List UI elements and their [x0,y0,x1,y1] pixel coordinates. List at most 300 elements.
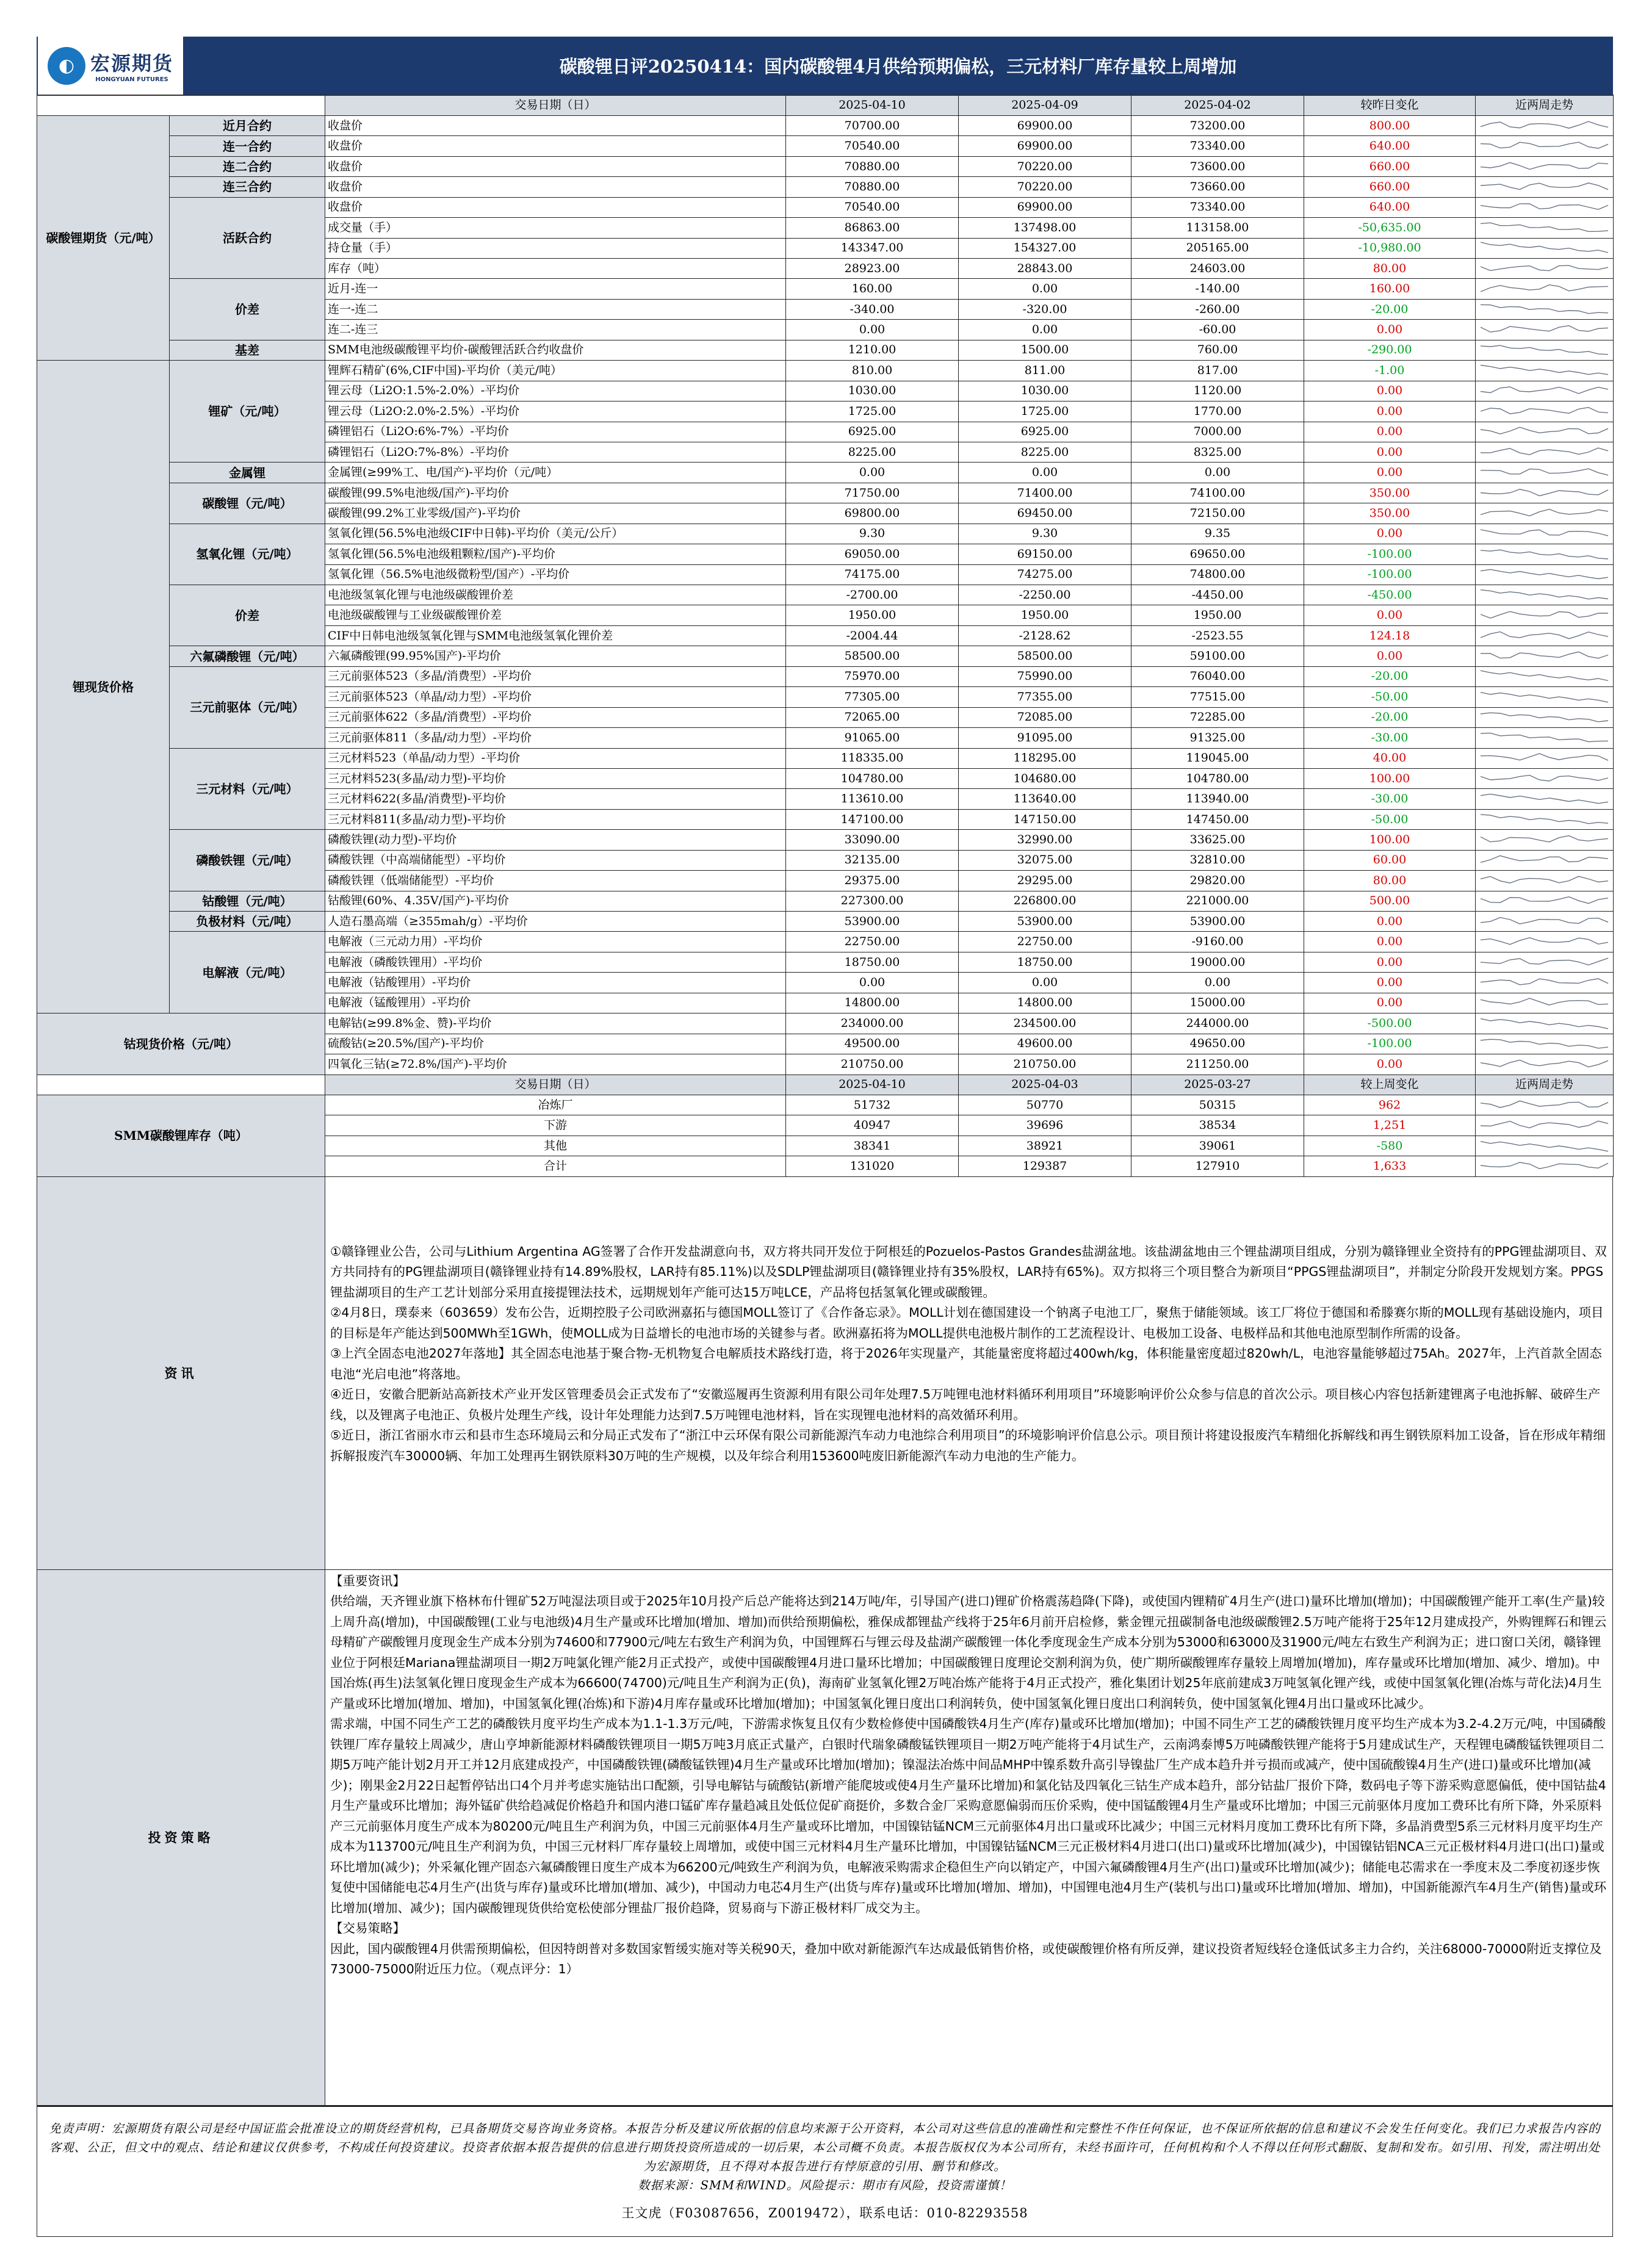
spot-value-v2: 72085.00 [959,707,1131,727]
spot-change: 0.00 [1304,463,1476,483]
spot-value-v2: 118295.00 [959,748,1131,768]
futures-value-v2: 154327.00 [959,238,1131,258]
inventory-change: 1,251 [1304,1115,1476,1136]
spot-value-v3: 1770.00 [1131,401,1304,422]
spot-value-v3: 119045.00 [1131,748,1304,768]
spot-trend [1476,463,1614,483]
spot-value-v2: 1725.00 [959,401,1131,422]
spot-category: 锂现货价格 [37,361,170,1013]
spot-indicator: 磷酸铁锂(动力型)-平均价 [325,830,786,850]
spot-indicator: 电池级氢氧化锂与电池级碳酸锂价差 [325,585,786,605]
spot-change: 0.00 [1304,524,1476,544]
spot-subcategory: 锂矿（元/吨） [170,361,325,463]
trend-sparkline [1476,198,1613,217]
trend-sparkline [1476,117,1613,135]
cobalt-trend [1476,1054,1614,1075]
spot-change: 80.00 [1304,871,1476,891]
spot-change: 0.00 [1304,401,1476,422]
table-header-row-inventory [37,1075,1614,1095]
futures-trend [1476,299,1614,319]
trend-sparkline [1476,708,1613,727]
spot-change: 0.00 [1304,422,1476,442]
spot-change: 0.00 [1304,381,1476,401]
spot-indicator: 六氟磷酸锂(99.95%国产)-平均价 [325,646,786,666]
spot-value-v1: 75970.00 [786,666,959,686]
futures-change: 160.00 [1304,279,1476,299]
futures-value-v3: 760.00 [1131,340,1304,360]
trend-sparkline [1476,667,1613,686]
trend-sparkline [1476,1034,1613,1053]
spot-change: -30.00 [1304,789,1476,809]
spot-value-v1: 22750.00 [786,932,959,952]
futures-value-v1: 0.00 [786,320,959,340]
trend-sparkline [1476,443,1613,462]
futures-value-v1: 70880.00 [786,177,959,197]
spot-value-v2: -2250.00 [959,585,1131,605]
spot-value-v3: 72285.00 [1131,707,1304,727]
spot-value-v1: 29375.00 [786,871,959,891]
spot-change: 0.00 [1304,442,1476,462]
inventory-indicator: 其他 [325,1136,786,1156]
spot-value-v2: 811.00 [959,361,1131,381]
trend-sparkline [1476,1014,1613,1033]
header-blank [37,1075,325,1095]
spot-trend [1476,973,1614,993]
futures-change: -290.00 [1304,340,1476,360]
spot-row [37,830,1614,850]
spot-value-v3: 72150.00 [1131,503,1304,524]
header-d2: 2025-04-09 [959,95,1131,115]
futures-indicator: 库存（吨） [325,259,786,279]
trend-sparkline [1476,157,1613,176]
spot-value-v1: 8225.00 [786,442,959,462]
spot-value-v3: 8325.00 [1131,442,1304,462]
futures-value-v1: 1210.00 [786,340,959,360]
header-trend: 近两周走势 [1476,95,1614,115]
spot-value-v2: 75990.00 [959,666,1131,686]
inventory-trend [1476,1156,1614,1176]
futures-trend [1476,115,1614,135]
inventory-value-v1: 51732 [786,1095,959,1115]
spot-value-v1: 32135.00 [786,850,959,870]
news-label: 资讯 [37,1177,325,1569]
futures-value-v1: 70540.00 [786,197,959,217]
trend-sparkline [1476,259,1613,278]
logo-text-en: HONGYUAN FUTURES [95,76,168,83]
spot-value-v3: 69650.00 [1131,544,1304,564]
spot-change: -30.00 [1304,728,1476,748]
futures-row [37,197,1614,217]
spot-value-v3: 32810.00 [1131,850,1304,870]
trend-sparkline [1476,932,1613,951]
spot-value-v3: 221000.00 [1131,891,1304,911]
inventory-trend [1476,1136,1614,1156]
futures-value-v2: 69900.00 [959,115,1131,135]
futures-subcategory: 价差 [170,279,325,340]
spot-row [37,912,1614,932]
spot-change: 60.00 [1304,850,1476,870]
cobalt-indicator: 四氧化三钴(≥72.8%/国产)-平均价 [325,1054,786,1075]
inventory-value-v1: 38341 [786,1136,959,1156]
trend-sparkline [1476,361,1613,380]
futures-indicator: 连一-连二 [325,299,786,319]
news-item: ④近日，安徽合肥新站高新技术产业开发区管理委员会正式发布了“安徽巡履再生资源利用有限公司年处理7.5万吨锂电池材料循环利用项目”环境影响评价公众参与信息的首次公示。项目核心内容包括新建锂离子电池拆解、破碎生产线，以及锂离子电池正、负极片处理生产线，设计年处理能力达到7.5万吨锂电池材料，旨在实现锂电池材料的高效循环利用。 [330,1387,1601,1422]
trend-sparkline [1476,810,1613,829]
spot-trend [1476,544,1614,564]
header-d2: 2025-04-03 [959,1075,1131,1095]
cobalt-indicator: 硫酸钴(≥20.5%/国产)-平均价 [325,1034,786,1054]
cobalt-category: 钴现货价格（元/吨） [37,1013,325,1075]
spot-row [37,748,1614,768]
spot-subcategory: 六氟磷酸锂（元/吨） [170,646,325,666]
header-chg: 较上周变化 [1304,1075,1476,1095]
futures-value-v3: 113158.00 [1131,218,1304,238]
futures-change: -50,635.00 [1304,218,1476,238]
spot-indicator: 电池级碳酸锂与工业级碳酸锂价差 [325,605,786,625]
spot-value-v3: 817.00 [1131,361,1304,381]
trend-sparkline [1476,218,1613,237]
spot-value-v1: 1950.00 [786,605,959,625]
cobalt-value-v3: 211250.00 [1131,1054,1304,1075]
spot-indicator: 锂辉石精矿(6%,CIF中国)-平均价（美元/吨） [325,361,786,381]
spot-trend [1476,666,1614,686]
news-body [325,1177,1612,1569]
spot-indicator: 人造石墨高端（≥355mah/g）-平均价 [325,912,786,932]
inventory-change: 1,633 [1304,1156,1476,1176]
spot-value-v3: 113940.00 [1131,789,1304,809]
spot-trend [1476,361,1614,381]
inventory-value-v1: 40947 [786,1115,959,1136]
spot-value-v2: 113640.00 [959,789,1131,809]
futures-trend [1476,340,1614,360]
spot-change: 0.00 [1304,993,1476,1013]
spot-value-v2: 69150.00 [959,544,1131,564]
trend-sparkline [1476,749,1613,768]
spot-change: 500.00 [1304,891,1476,911]
futures-indicator: 收盘价 [325,115,786,135]
inventory-value-v3: 50315 [1131,1095,1304,1115]
spot-row [37,891,1614,911]
trend-sparkline [1476,484,1613,503]
trend-sparkline [1476,300,1613,319]
spot-value-v1: 69800.00 [786,503,959,524]
spot-value-v3: 59100.00 [1131,646,1304,666]
spot-trend [1476,401,1614,422]
spot-value-v1: 6925.00 [786,422,959,442]
cobalt-value-v3: 244000.00 [1131,1013,1304,1034]
trend-sparkline [1476,973,1613,992]
spot-value-v3: 1950.00 [1131,605,1304,625]
futures-row [37,115,1614,135]
futures-change: 0.00 [1304,320,1476,340]
trend-sparkline [1476,178,1613,196]
futures-trend [1476,259,1614,279]
price-table [37,95,1614,1177]
spot-value-v2: 8225.00 [959,442,1131,462]
strategy-demand-text: 需求端，中国不同生产工艺的磷酸铁月度平均生产成本为1.1-1.3万元/吨，下游需求恢复且仅有少数检修使中国磷酸铁4月生产(库存)量或环比增加(增加)；中国不同生产工艺的磷酸铁锂月度平均生产成本为3.2-4.2万元/吨，中国磷酸铁锂厂库存量较上周减少，唐山亨坤新能源材料磷酸铁锂项目一期5万吨3月底正式量产，白银时代瑞象磷酸锰铁锂项目一期2万吨产能将于4月试生产，云南鸿泰博5万吨磷酸铁锂产能将于5月建成试生产，天程锂电磷酸锰铁锂项目二期5万吨产能计划2月开工并12月底建成投产，中国磷酸铁锂(磷酸锰铁锂)4月生产量或环比增加(增加)；镍湿法冶炼中间品MHP中镍系数升高引导镍盐厂生产成本趋升并亏损而或减产，使中国硫酸镍4月生产(进口)量或环比增加(减少)；刚果金2月22日起暂停钴出口4个月并考虑实施钴出口配额，引导电解钴与硫酸钴(新增产能爬坡或使4月生产量环比增加)和氯化钴及四氧化三钴生产成本趋升，部分钴盐厂报价下降，数码电子等下游采购意愿偏低，使中国钴盐4月生产量或环比增加；海外锰矿供给趋减促价格趋升和国内港口锰矿库存量趋减且处低位促矿商挺价，多数合金厂采购意愿偏弱而压价采购，使中国锰酸锂4月生产量或环比增加；中国三元前驱体月度加工费环比有所下降，外采原料产三元前驱体月度生产成本为80200元/吨且生产利润为负，中国三元前驱体4月生产量或环比增加，中国镍钴锰NCM三元前驱体4月出口量或环比减少；中国三元材料月度加工费环比有所下降，多晶消费型5系三元材料月度平均生产成本为113700元/吨且生产利润为负，中国三元材料厂库存量较上周增加，或使中国三元材料4月生产量环比增加，中国镍钴锰NCM三元正极材料4月进口(出口)量或环比增加(减少)，中国镍钴铝NCA三元正极材料4月进口(出口)量或环比增加(减少)；外采氟化锂产固态六氟磷酸锂日度生产成本为66200元/吨致生产利润为负，电解液采购需求企稳但生产向以销定产，中国六氟磷酸锂4月生产(出口)量或环比增加(减少)；储能电芯需求在一季度末及二季度初逐步恢复使中国储能电芯4月生产(出货与库存)量或环比增加(增加、减少)，中国动力电芯4月生产(出货与库存)量或环比增加(增加、增加)，中国锂电池4月生产(装机与出口)量或环比增加(增加、增加)，中国新能源汽车4月生产(销售)量或环比增加(增加、减少)；国内碳酸锂现货供给宽松使部分锂盐厂报价趋降，贸易商与下游正极材料厂成交为主。 [330,1716,1607,1915]
spot-value-v2: 0.00 [959,463,1131,483]
spot-change: 0.00 [1304,912,1476,932]
inventory-value-v3: 127910 [1131,1156,1304,1176]
spot-row [37,361,1614,381]
inventory-value-v3: 38534 [1131,1115,1304,1136]
inventory-change: -580 [1304,1136,1476,1156]
spot-indicator: 三元材料523（单晶/动力型）-平均价 [325,748,786,768]
futures-indicator: 近月-连一 [325,279,786,299]
spot-value-v3: 9.35 [1131,524,1304,544]
cobalt-value-v1: 49500.00 [786,1034,959,1054]
trend-sparkline [1476,524,1613,543]
spot-value-v1: 71750.00 [786,483,959,503]
spot-value-v2: 104680.00 [959,768,1131,788]
spot-value-v2: 77355.00 [959,687,1131,707]
spot-change: -50.00 [1304,687,1476,707]
spot-subcategory: 电解液（元/吨） [170,932,325,1013]
futures-value-v1: -340.00 [786,299,959,319]
spot-value-v1: 53900.00 [786,912,959,932]
spot-indicator: 电解液（磷酸铁锂用）-平均价 [325,952,786,972]
spot-change: 124.18 [1304,625,1476,646]
header-chg: 较昨日变化 [1304,95,1476,115]
inventory-value-v2: 50770 [959,1095,1131,1115]
inventory-value-v2: 39696 [959,1115,1131,1136]
cobalt-indicator: 电解钴(≥99.8%金、赞)-平均价 [325,1013,786,1034]
spot-subcategory: 三元材料（元/吨） [170,748,325,830]
spot-trend [1476,871,1614,891]
spot-indicator: 磷酸铁锂（低端储能型）-平均价 [325,871,786,891]
spot-row [37,932,1614,952]
trend-sparkline [1476,1157,1613,1176]
spot-trend [1476,748,1614,768]
spot-value-v2: 29295.00 [959,871,1131,891]
spot-value-v3: 1120.00 [1131,381,1304,401]
futures-value-v2: 69900.00 [959,136,1131,156]
spot-value-v3: 19000.00 [1131,952,1304,972]
futures-indicator: 连二-连三 [325,320,786,340]
futures-subcategory: 连一合约 [170,136,325,156]
trend-sparkline [1476,279,1613,298]
spot-indicator: 电解液（钴酸锂用）-平均价 [325,973,786,993]
spot-value-v1: 91065.00 [786,728,959,748]
futures-value-v3: -140.00 [1131,279,1304,299]
spot-change: -450.00 [1304,585,1476,605]
strategy-label: 投资策略 [37,1570,325,2105]
spot-indicator: 氢氧化锂（56.5%电池级微粉型/国产）-平均价 [325,564,786,585]
futures-value-v2: 70220.00 [959,156,1131,176]
trend-sparkline [1476,627,1613,646]
trend-sparkline [1476,729,1613,747]
spot-value-v3: 147450.00 [1131,809,1304,829]
spot-trend [1476,564,1614,585]
trend-sparkline [1476,422,1613,441]
spot-subcategory: 负极材料（元/吨） [170,912,325,932]
spot-trend [1476,687,1614,707]
spot-trend [1476,768,1614,788]
data-source-text: 数据来源：SMM和WIND。风险提示：期市有风险，投资需谨慎！ [638,2178,1012,2192]
spot-value-v1: -2004.44 [786,625,959,646]
cobalt-trend [1476,1013,1614,1034]
header-d1: 2025-04-10 [786,1075,959,1095]
spot-value-v3: 7000.00 [1131,422,1304,442]
futures-row [37,279,1614,299]
spot-row [37,463,1614,483]
futures-trend [1476,156,1614,176]
futures-value-v1: 86863.00 [786,218,959,238]
trend-sparkline [1476,871,1613,890]
spot-subcategory: 钴酸锂（元/吨） [170,891,325,911]
spot-value-v2: 22750.00 [959,932,1131,952]
cobalt-change: 0.00 [1304,1054,1476,1075]
futures-value-v1: 70880.00 [786,156,959,176]
futures-trend [1476,320,1614,340]
trend-sparkline [1476,830,1613,849]
header-d1: 2025-04-10 [786,95,959,115]
futures-row [37,136,1614,156]
spot-trend [1476,850,1614,870]
spot-subcategory: 金属锂 [170,463,325,483]
trend-sparkline [1476,504,1613,523]
spot-trend [1476,809,1614,829]
futures-value-v1: 143347.00 [786,238,959,258]
spot-indicator: 氢氧化锂(56.5%电池级粗颗粒/国产)-平均价 [325,544,786,564]
futures-value-v3: 73340.00 [1131,136,1304,156]
spot-value-v3: 33625.00 [1131,830,1304,850]
spot-trend [1476,891,1614,911]
news-item: ⑤近日，浙江省丽水市云和县市生态环境局云和分局正式发布了“浙江中云环保有限公司新能源汽车动力电池综合利用项目”的环境影响评价信息公示。项目预计将建设报废汽车精细化拆解线和再生钢铁原料加工设备，旨在形成年精细拆解报废汽车30000辆、年加工处理再生钢铁原料30万吨的生产规模，以及年综合利用153600吨废旧新能源汽车动力电池的生产能力。 [330,1428,1606,1463]
trend-sparkline [1476,1096,1613,1115]
spot-indicator: 三元前驱体622（多晶/消费型）-平均价 [325,707,786,727]
spot-value-v3: -4450.00 [1131,585,1304,605]
inventory-value-v2: 129387 [959,1156,1131,1176]
news-item: ③上汽全固态电池2027年落地】其全固态电池基于聚合物-无机物复合电解质技术路线打造，将于2026年实现量产，其能量密度将超过400wh/kg，体积能量密度超过820wh/L，电池容量能够超过75Ah。2027年，上汽首款全固态电池“光启电池”将落地。 [330,1346,1602,1381]
trend-sparkline [1476,647,1613,666]
futures-change: 660.00 [1304,156,1476,176]
trend-sparkline [1476,586,1613,605]
news-section [37,1177,1613,1570]
spot-value-v1: 18750.00 [786,952,959,972]
inventory-value-v2: 38921 [959,1136,1131,1156]
inventory-category: SMM碳酸锂库存（吨） [37,1095,325,1176]
spot-indicator: 三元材料622(多晶/消费型)-平均价 [325,789,786,809]
trend-sparkline [1476,1137,1613,1156]
strategy-section [37,1570,1613,2106]
spot-indicator: 碳酸锂(99.5%电池级/国产)-平均价 [325,483,786,503]
inventory-trend [1476,1115,1614,1136]
spot-indicator: 磷锂铝石（Li2O:6%-7%）-平均价 [325,422,786,442]
trend-sparkline [1476,137,1613,156]
futures-indicator: SMM电池级碳酸锂平均价-碳酸锂活跃合约收盘价 [325,340,786,360]
spot-value-v2: 53900.00 [959,912,1131,932]
spot-value-v2: 32075.00 [959,850,1131,870]
spot-change: -50.00 [1304,809,1476,829]
cobalt-value-v1: 234000.00 [786,1013,959,1034]
futures-subcategory: 活跃合约 [170,197,325,279]
cobalt-value-v3: 49650.00 [1131,1034,1304,1054]
spot-value-v3: 104780.00 [1131,768,1304,788]
cobalt-change: -500.00 [1304,1013,1476,1034]
spot-value-v2: 69450.00 [959,503,1131,524]
spot-value-v3: 0.00 [1131,973,1304,993]
spot-value-v2: 1950.00 [959,605,1131,625]
futures-value-v2: 0.00 [959,279,1131,299]
futures-value-v2: 137498.00 [959,218,1131,238]
futures-trend [1476,177,1614,197]
spot-value-v1: 72065.00 [786,707,959,727]
spot-subcategory: 三元前驱体（元/吨） [170,666,325,748]
spot-trend [1476,503,1614,524]
spot-value-v1: 1030.00 [786,381,959,401]
spot-value-v2: 6925.00 [959,422,1131,442]
futures-value-v2: 0.00 [959,320,1131,340]
futures-value-v1: 160.00 [786,279,959,299]
cobalt-trend [1476,1034,1614,1054]
spot-value-v2: 74275.00 [959,564,1131,585]
spot-value-v1: 147100.00 [786,809,959,829]
inventory-indicator: 冶炼厂 [325,1095,786,1115]
spot-value-v2: 91095.00 [959,728,1131,748]
spot-value-v1: 0.00 [786,463,959,483]
futures-indicator: 收盘价 [325,136,786,156]
spot-change: -1.00 [1304,361,1476,381]
strategy-body [325,1570,1612,2105]
spot-value-v1: 74175.00 [786,564,959,585]
trend-sparkline [1476,851,1613,869]
header-date_label: 交易日期（日） [325,95,786,115]
spot-value-v3: 74100.00 [1131,483,1304,503]
spot-trend [1476,524,1614,544]
futures-value-v2: 28843.00 [959,259,1131,279]
futures-value-v3: -60.00 [1131,320,1304,340]
spot-indicator: 钴酸锂(60%、4.35V/国产)-平均价 [325,891,786,911]
futures-change: 800.00 [1304,115,1476,135]
table-header-row [37,95,1614,115]
trend-sparkline [1476,1055,1613,1074]
spot-indicator: 碳酸锂(99.2%工业零级/国产)-平均价 [325,503,786,524]
futures-subcategory: 连三合约 [170,177,325,197]
header-date_label: 交易日期（日） [325,1075,786,1095]
spot-change: -20.00 [1304,707,1476,727]
spot-indicator: 磷锂铝石（Li2O:7%-8%）-平均价 [325,442,786,462]
trend-sparkline [1476,545,1613,564]
futures-subcategory: 近月合约 [170,115,325,135]
spot-change: -100.00 [1304,564,1476,585]
futures-subcategory: 连二合约 [170,156,325,176]
futures-value-v1: 70700.00 [786,115,959,135]
spot-row [37,646,1614,666]
futures-trend [1476,238,1614,258]
futures-value-v3: -260.00 [1131,299,1304,319]
trend-sparkline [1476,381,1613,400]
spot-value-v2: -2128.62 [959,625,1131,646]
futures-change: 640.00 [1304,136,1476,156]
header-d3: 2025-03-27 [1131,1075,1304,1095]
company-logo [38,37,184,95]
spot-value-v1: 33090.00 [786,830,959,850]
spot-value-v2: 71400.00 [959,483,1131,503]
futures-change: -10,980.00 [1304,238,1476,258]
spot-value-v3: -2523.55 [1131,625,1304,646]
futures-value-v3: 73340.00 [1131,197,1304,217]
strategy-supply-text: 供给端，天齐锂业旗下格林布什锂矿52万吨湿法项目或于2025年10月投产后总产能将达到214万吨/年，引导国产(进口)锂矿价格震荡趋降(下降)，或使国内锂精矿4月生产(进口)量环比增加(增加)；中国碳酸锂产能开工率(生产量)较上周升高(增加)，中国碳酸锂(工业与电池级)4月生产量或环比增加(增加、增加)而供给预期偏松，雅保成都锂盐产线将于25年6月前开启检修，紫金锂元扭碳制备电池级碳酸锂2.5万吨产能将于25年12月建成投产，外购锂辉石和锂云母精矿产碳酸锂月度现金生产成本分别为74600和77900元/吨左右致生产利润为负，中国锂辉石与锂云母及盐湖产碳酸锂一体化季度现金生产成本分别为53000和63000及31900元/吨左右致生产利润为正；进口窗口关闭，赣锋锂业位于阿根廷Mariana锂盐湖项目一期2万吨氯化锂产能2月正式投产，或使中国碳酸锂4月进口量环比增加；中国碳酸锂日度理论交割利润为负，使广期所碳酸锂库存量较上周增加(增加)，库存量或环比增加(增加、减少、增加)。中国冶炼(再生)法氢氧化锂日度现金生产成本为66600(74700)元/吨且生产利润为正(负)，海南矿业氢氧化锂2万吨冶炼产能将于4月正式投产，雅化集团计划25年底前建成3万吨氢氧化锂产线，或使中国氢氧化锂(冶炼与苛化法)4月生产量或环比增加(增加、增加)，中国氢氧化锂(冶炼)和下游)4月库存量或环比增加(增加)；中国氢氧化锂日度出口利润转负，使中国氢氧化锂日度出口利润转负，使中国氢氧化锂4月出口量或环比减少。 [330,1594,1607,1711]
spot-value-v3: 15000.00 [1131,993,1304,1013]
futures-value-v2: 69900.00 [959,197,1131,217]
disclaimer-text: 免责声明：宏源期货有限公司是经中国证监会批准设立的期货经营机构，已具备期货交易咨询业务资格。本报告分析及建议所依据的信息均来源于公开资料，本公司对这些信息的准确性和完整性不作任何保证，也不保证所依据的信息和建议不会发生任何变化。我们已力求报告内容的客观、公正，但文中的观点、结论和建议仅供参考，不构成任何投资建议。投资者依据本报告提供的信息进行期货投资所造成的一切后果，本公司概不负责。本报告版权仅为本公司所有，未经书面许可，任何机构和个人不得以任何形式翻版、复制和发布。如引用、刊发，需注明出处为宏源期货，且不得对本报告进行有悖原意的引用、删节和修改。 [49,2121,1601,2173]
trend-sparkline [1476,912,1613,931]
futures-value-v3: 205165.00 [1131,238,1304,258]
spot-value-v3: 29820.00 [1131,871,1304,891]
spot-value-v1: 118335.00 [786,748,959,768]
spot-value-v3: 0.00 [1131,463,1304,483]
